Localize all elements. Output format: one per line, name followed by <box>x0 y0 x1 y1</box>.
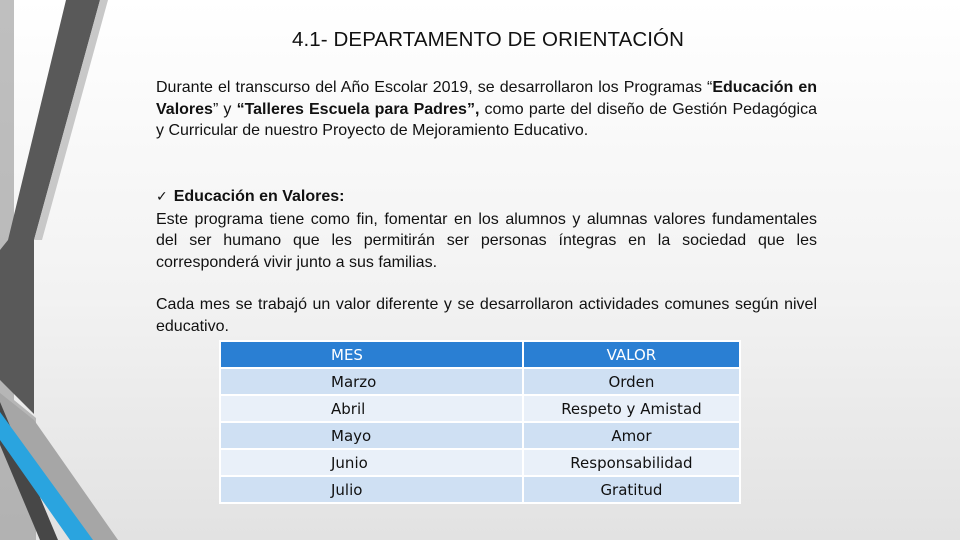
intro-bold-1: Educación en Valores <box>156 79 817 118</box>
cell-valor: Respeto y Amistad <box>524 396 739 421</box>
cell-valor: Orden <box>524 369 739 394</box>
intro-paragraph <box>156 77 817 142</box>
section-heading: Educación en Valores: <box>173 188 345 205</box>
table-row <box>221 423 739 448</box>
cell-valor: Gratitud <box>524 477 739 502</box>
intro-text-2: ” y <box>212 100 237 118</box>
table-row <box>221 396 739 421</box>
cell-mes: Julio <box>221 477 522 502</box>
cell-mes: Marzo <box>221 369 522 394</box>
cell-mes: Junio <box>221 450 522 475</box>
table-row <box>221 477 739 502</box>
decorative-stripes <box>0 0 120 540</box>
intro-text-1: Durante el transcurso del Año Escolar 2019, se desarrollaron los Programas “ <box>156 79 713 96</box>
section-body: Este programa tiene como fin, fomentar en los alumnos y alumnas valores fundamentales del ser humano que les permitirán ser personas íntegras en la sociedad que les corresponderá vivir junto a sus familias. <box>156 210 817 271</box>
header-mes: MES <box>221 342 522 367</box>
table-row <box>221 369 739 394</box>
cell-valor: Amor <box>524 423 739 448</box>
valores-table <box>219 340 741 504</box>
cell-mes: Abril <box>221 396 522 421</box>
cell-mes: Mayo <box>221 423 522 448</box>
intro-text-3: como parte del diseño de Gestión Pedagógica y Curricular de nuestro Proyecto de Mejoramiento Educativo. <box>156 100 817 140</box>
table-header-row <box>221 342 739 367</box>
slide-title: 4.1- DEPARTAMENTO DE ORIENTACIÓN <box>292 28 684 51</box>
cell-valor: Responsabilidad <box>524 450 739 475</box>
table-row <box>221 450 739 475</box>
closing-paragraph: Cada mes se trabajó un valor diferente y se desarrollaron actividades comunes según nivel educativo. <box>156 296 817 335</box>
header-valor: VALOR <box>524 342 739 367</box>
check-icon: ✓ <box>156 189 168 205</box>
intro-bold-2: “Talleres Escuela para Padres”, <box>236 100 480 118</box>
section-heading-line <box>156 186 817 209</box>
section-paragraph <box>156 186 817 273</box>
